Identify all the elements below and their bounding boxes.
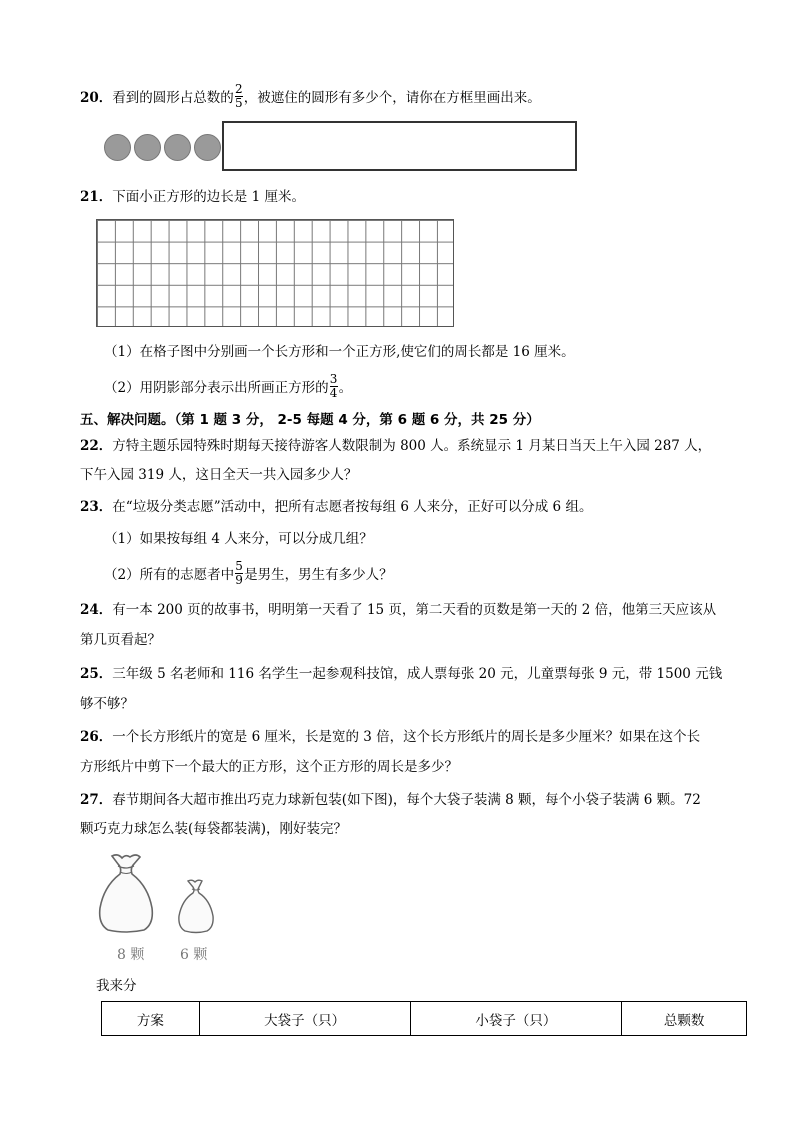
small-bag-icon — [176, 878, 216, 934]
sub-question-text: 。 — [338, 380, 353, 396]
question-text: 方特主题乐园特殊时期每天接待游客人数限制为 800 人。系统显示 1 月某日当天上午入园 287 人， — [112, 438, 712, 454]
question-number: 27． — [80, 792, 113, 808]
sub-question-text: （2）所有的志愿者中 — [104, 567, 235, 583]
big-bag-icon — [96, 852, 156, 934]
fraction — [235, 84, 243, 109]
fraction — [330, 374, 338, 399]
sub-question-text: 是男生，男生有多少人？ — [244, 567, 393, 583]
big-bag — [96, 852, 156, 938]
question-22-line1 — [80, 436, 711, 456]
question-text: 够不够？ — [80, 696, 134, 712]
question-text: 一个长方形纸片的宽是 6 厘米，长是宽的 3 倍，这个长方形纸片的周长是多少厘米？如果在这个长 — [112, 729, 701, 745]
fraction-denominator: 4 — [329, 386, 338, 400]
fraction-numerator: 3 — [329, 372, 338, 386]
question-22-line2 — [80, 465, 357, 485]
table-header-cell: 总颗数 — [622, 1002, 747, 1036]
question-text: 颗巧克力球怎么装(每袋都装满)，刚好装完？ — [80, 821, 348, 837]
question-27-line1 — [80, 790, 701, 810]
table-header-cell: 方案 — [102, 1002, 200, 1036]
sub-question-text: （1）如果按每组 4 人来分，可以分成几组？ — [104, 531, 373, 547]
table-caption — [96, 976, 137, 996]
section-title — [80, 410, 540, 430]
fraction-numerator: 5 — [235, 559, 243, 573]
question-text: 第几页看起？ — [80, 632, 161, 648]
question-number: 20． — [80, 90, 113, 106]
question-26-line1 — [80, 727, 700, 747]
question-23-sub2 — [104, 559, 393, 588]
table-header-row — [102, 1002, 747, 1036]
circle-icon — [134, 134, 161, 161]
fraction — [235, 561, 243, 586]
question-21-sub1 — [104, 342, 575, 362]
question-number: 22． — [80, 438, 113, 454]
question-text: 看到的圆形占总数的 — [112, 90, 234, 106]
question-number: 23． — [80, 499, 113, 515]
fraction-denominator: 5 — [234, 96, 243, 110]
question-number: 24． — [80, 602, 113, 618]
fraction-denominator: 9 — [235, 573, 243, 587]
table-header-cell: 大袋子（只） — [199, 1002, 410, 1036]
question-text: 下午入园 319 人，这日全天一共入园多少人？ — [80, 467, 358, 483]
question-text: 方形纸片中剪下一个最大的正方形，这个正方形的周长是多少？ — [80, 759, 458, 775]
sub-question-text: （1）在格子图中分别画一个长方形和一个正方形,使它们的周长都是 16 厘米。 — [104, 344, 575, 360]
question-number: 25． — [80, 666, 113, 682]
question-text: 有一本 200 页的故事书，明明第一天看了 15 页，第二天看的页数是第一天的 2 倍，他第三天应该从 — [112, 602, 717, 618]
question-23-sub1 — [104, 529, 373, 549]
table-header-cell: 小袋子（只） — [410, 1002, 622, 1036]
question-23 — [80, 497, 592, 517]
answer-table — [101, 1001, 747, 1036]
question-text: 春节期间各大超市推出巧克力球新包装(如下图)，每个大袋子装满 8 颗，每个小袋子装满 6 颗。72 — [112, 792, 701, 808]
question-26-line2 — [80, 757, 458, 777]
question-27-line2 — [80, 819, 347, 839]
question-25-line2 — [80, 694, 134, 714]
small-bag-label: 6 颗 — [180, 947, 208, 963]
question-21 — [80, 187, 305, 207]
question-24-line1 — [80, 600, 716, 620]
question-text: 在“垃圾分类志愿”活动中，把所有志愿者按每组 6 人来分，正好可以分成 6 组。 — [112, 499, 593, 515]
question-25-line1 — [80, 664, 722, 684]
drawing-box[interactable] — [222, 121, 577, 171]
question-number: 26． — [80, 729, 113, 745]
section-title-text: 五、解决问题。（第 1 题 3 分， 2-5 每题 4 分，第 6 题 6 分，共 25 分） — [80, 412, 540, 428]
question-24-line2 — [80, 630, 161, 650]
table-caption-text: 我来分 — [96, 978, 137, 994]
sub-question-text: （2）用阴影部分表示出所画正方形的 — [104, 380, 329, 396]
question-number: 21． — [80, 189, 113, 205]
big-bag-label: 8 颗 — [117, 947, 145, 963]
square-grid[interactable] — [96, 219, 454, 327]
question-text: ，被遮住的圆形有多少个，请你在方框里画出来。 — [243, 90, 541, 106]
circle-icon — [164, 134, 191, 161]
visible-circles — [104, 134, 221, 161]
fraction-numerator: 2 — [234, 82, 243, 96]
small-bag — [176, 878, 216, 938]
question-text: 下面小正方形的边长是 1 厘米。 — [112, 189, 305, 205]
question-text: 三年级 5 名老师和 116 名学生一起参观科技馆，成人票每张 20 元，儿童票每张 9 元，带 1500 元钱 — [112, 666, 723, 682]
question-21-sub2 — [104, 372, 353, 401]
circle-icon — [194, 134, 221, 161]
circle-icon — [104, 134, 131, 161]
question-20 — [80, 82, 541, 111]
